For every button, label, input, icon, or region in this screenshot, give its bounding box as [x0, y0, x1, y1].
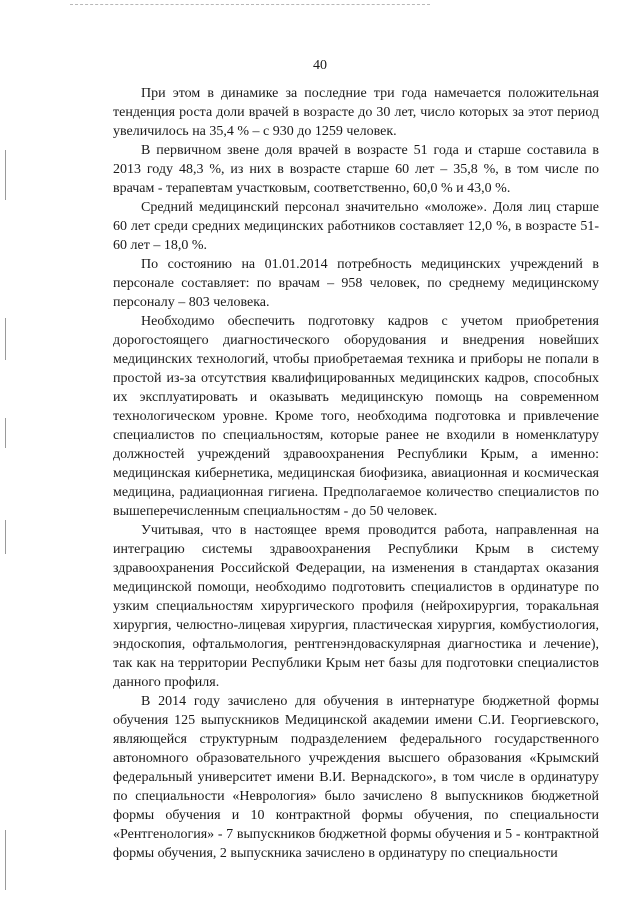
paragraph: Учитывая, что в настоящее время проводится работа, направленная на интеграцию системы здравоохранения Республики Крым в систему здравоохранения Российской Федерации, на изменения в стандартах оказания медицинской помощи, необходимо подготовить специалистов в ординатуре по узким специальностям хирургического профиля (нейрохирургия, торакальная хирургия, челюстно-лицевая хирургия, пластическая хирургия, комбустиология, эндоскопия, офтальмология, рентгенэндоваскулярная диагностика и лечение), так как на территории Республики Крым нет базы для подготовки специалистов данного профиля.	[113, 523, 599, 690]
paragraph: Необходимо обеспечить подготовку кадров с учетом приобретения дорогостоящего диагностического оборудования и внедрения новейших медицинских технологий, чтобы приобретаемая техника и приборы не попали в простой из-за отсутствия квалифицированных медицинских кадров, способных их эксплуатировать и оказывать медицинскую помощь на современном технологическом уровне. Кроме того, необходима подготовка и привлечение специалистов по специальностям, которые ранее не входили в номенклатуру должностей учреждений здравоохранения Республики Крым, а именно: медицинская кибернетика, медицинская биофизика, авиационная и космическая медицина, радиационная гигиена. Предполагаемое количество специалистов по вышеперечисленным специальностям - до 50 человек.	[113, 314, 599, 519]
page-number: 40	[313, 58, 327, 73]
scan-artifact-margin-mark	[5, 318, 6, 360]
scan-artifact-margin-mark	[5, 418, 6, 448]
document-body	[113, 84, 599, 863]
scan-artifact-margin-mark	[5, 150, 6, 200]
paragraph: В 2014 году зачислено для обучения в интернатуре бюджетной формы обучения 125 выпускников Медицинской академии имени С.И. Георгиевского, являющейся структурным подразделением федерального государственного автономного образовательного учреждения высшего образования «Крымский федеральный университет имени В.И. Вернадского», в том числе в ординатуру по специальности «Неврология» было зачислено 8 выпускников бюджетной формы обучения и 10 контрактной формы обучения, по специальности «Рентгенология» - 7 выпускников бюджетной формы обучения и 5 - контрактной формы обучения, 2 выпускника зачислено в ординатуру по специальности	[113, 694, 599, 861]
paragraph: По состоянию на 01.01.2014 потребность медицинских учреждений в персонале составляет: по врачам – 958 человек, по среднему медицинскому персоналу – 803 человека.	[113, 257, 599, 310]
scan-artifact-top-line	[70, 4, 430, 5]
paragraph: В первичном звене доля врачей в возрасте 51 года и старше составила в 2013 году 48,3 %, из них в возрасте старше 60 лет – 35,8 %, в том числе по врачам - терапевтам участковым, соответственно, 60,0 % и 43,0 %.	[113, 143, 599, 196]
scan-artifact-margin-mark	[5, 520, 6, 554]
scan-artifact-margin-mark	[5, 830, 6, 890]
paragraph: При этом в динамике за последние три года намечается положительная тенденция роста доли врачей в возрасте до 30 лет, число которых за этот период увеличилось на 35,4 % – с 930 до 1259 человек.	[113, 86, 599, 139]
paragraph: Средний медицинский персонал значительно «моложе». Доля лиц старше 60 лет среди средних медицинских работников составляет 12,0 %, в возрасте 51-60 лет – 18,0 %.	[113, 200, 599, 253]
